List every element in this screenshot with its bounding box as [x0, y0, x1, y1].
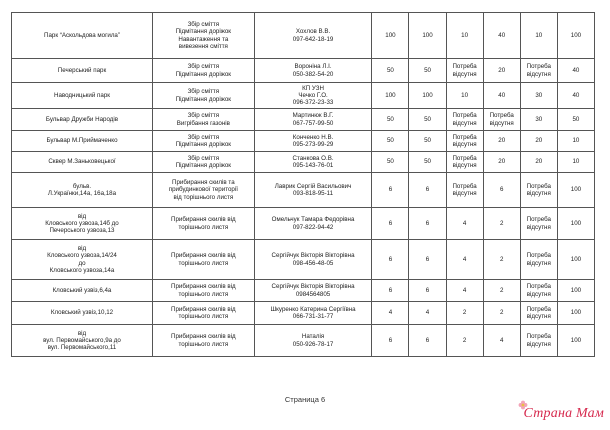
- contact-cell: Конченко Н.В. 095-273-99-29: [254, 131, 372, 152]
- value-cell: 100: [557, 173, 594, 208]
- works-cell: Збір сміття Підмітання доріжок: [152, 59, 254, 83]
- value-cell: 6: [483, 173, 520, 208]
- value-cell: Потреба відсутня: [446, 152, 483, 173]
- value-cell: Потреба відсутня: [446, 59, 483, 83]
- value-cell: 6: [409, 208, 446, 240]
- location-cell: від Кловського узвоза,14/24 до Кловського узвоза,14а: [12, 240, 153, 280]
- value-cell: 100: [557, 240, 594, 280]
- contact-cell: Омельчук Тамара Федорівна 097-822-94-42: [254, 208, 372, 240]
- contact-cell: Сергійчук Вікторія Вікторівна 098-456-48-05: [254, 240, 372, 280]
- value-cell: 2: [483, 302, 520, 325]
- location-cell: від Кловського узвоза,14б до Печерського узвоза,13: [12, 208, 153, 240]
- table-row: [12, 13, 595, 59]
- contact-cell: Мартинюк В.Г. 067-757-99-50: [254, 109, 372, 131]
- value-cell: 6: [409, 280, 446, 302]
- value-cell: 40: [557, 59, 594, 83]
- value-cell: 10: [557, 152, 594, 173]
- table-row: [12, 59, 595, 83]
- works-cell: Прибирання скилів від торішнього листя: [152, 325, 254, 357]
- value-cell: 50: [372, 109, 409, 131]
- value-cell: 6: [409, 173, 446, 208]
- table-row: [12, 240, 595, 280]
- value-cell: 20: [483, 131, 520, 152]
- location-cell: бульв. Л.Українки,14а, 16а,18а: [12, 173, 153, 208]
- value-cell: Потреба відсутня: [446, 131, 483, 152]
- location-cell: Парк “Аскольдова могила”: [12, 13, 153, 59]
- value-cell: Потреба відсутня: [520, 173, 557, 208]
- value-cell: 6: [372, 208, 409, 240]
- works-cell: Збір сміття Підмітання доріжок: [152, 131, 254, 152]
- location-cell: Сквер М.Заньковецької: [12, 152, 153, 173]
- value-cell: 6: [372, 280, 409, 302]
- works-cell: Збір сміття Підмітання доріжок: [152, 83, 254, 109]
- works-cell: Прибирання скилів від торішнього листя: [152, 208, 254, 240]
- value-cell: 30: [520, 109, 557, 131]
- works-cell: Прибирання скилів від торішнього листя: [152, 240, 254, 280]
- value-cell: 40: [483, 13, 520, 59]
- value-cell: 2: [483, 240, 520, 280]
- location-cell: Кловський узвіз,10,12: [12, 302, 153, 325]
- works-cell: Збір сміття Підмітання доріжок Навантаження та вивезення сміття: [152, 13, 254, 59]
- value-cell: 20: [520, 131, 557, 152]
- table-row: [12, 173, 595, 208]
- table-row: [12, 208, 595, 240]
- value-cell: 100: [372, 13, 409, 59]
- value-cell: 50: [409, 152, 446, 173]
- value-cell: 100: [409, 83, 446, 109]
- location-cell: Наводницький парк: [12, 83, 153, 109]
- value-cell: Потреба відсутня: [520, 240, 557, 280]
- value-cell: Потреба відсутня: [520, 280, 557, 302]
- location-cell: Кловський узвіз,6,4а: [12, 280, 153, 302]
- value-cell: 100: [557, 280, 594, 302]
- table-row: [12, 109, 595, 131]
- value-cell: 100: [557, 325, 594, 357]
- contact-cell: Лаврик Сергій Васильович 093-818-95-11: [254, 173, 372, 208]
- value-cell: Потреба відсутня: [520, 208, 557, 240]
- value-cell: 20: [520, 152, 557, 173]
- value-cell: 2: [483, 208, 520, 240]
- contact-cell: Хохлов В.В. 097-642-18-19: [254, 13, 372, 59]
- table-row: [12, 325, 595, 357]
- value-cell: 6: [409, 240, 446, 280]
- value-cell: Потреба відсутня: [520, 302, 557, 325]
- cleanup-schedule-table: [11, 12, 595, 357]
- value-cell: 4: [483, 325, 520, 357]
- contact-cell: Наталія 050-926-78-17: [254, 325, 372, 357]
- value-cell: 2: [446, 325, 483, 357]
- value-cell: 10: [446, 83, 483, 109]
- value-cell: 100: [372, 83, 409, 109]
- table-row: [12, 131, 595, 152]
- value-cell: 6: [372, 325, 409, 357]
- location-cell: Печерський парк: [12, 59, 153, 83]
- value-cell: 50: [372, 131, 409, 152]
- location-cell: Бульвар М.Приймаченко: [12, 131, 153, 152]
- value-cell: 4: [446, 280, 483, 302]
- value-cell: 10: [520, 13, 557, 59]
- value-cell: 50: [372, 152, 409, 173]
- contact-cell: Шкуренко Катерина Сергіївна 066-731-31-77: [254, 302, 372, 325]
- value-cell: 100: [557, 13, 594, 59]
- value-cell: 100: [557, 208, 594, 240]
- table-row: [12, 152, 595, 173]
- table-row: [12, 302, 595, 325]
- value-cell: 10: [557, 131, 594, 152]
- table-row: [12, 83, 595, 109]
- value-cell: Потреба відсутня: [520, 59, 557, 83]
- value-cell: 6: [372, 173, 409, 208]
- value-cell: 6: [372, 240, 409, 280]
- value-cell: 50: [409, 131, 446, 152]
- value-cell: 30: [520, 83, 557, 109]
- works-cell: Збір сміття Вигрібання газонів: [152, 109, 254, 131]
- value-cell: 50: [409, 59, 446, 83]
- value-cell: 20: [483, 59, 520, 83]
- contact-cell: Вороніна Л.І. 050-382-54-20: [254, 59, 372, 83]
- table-body: [12, 13, 595, 357]
- value-cell: 100: [409, 13, 446, 59]
- contact-cell: Сергійчук Вікторія Вікторівна 0984564805: [254, 280, 372, 302]
- works-cell: Прибирання скилів від торішнього листя: [152, 302, 254, 325]
- location-cell: Бульвар Дружби Народів: [12, 109, 153, 131]
- watermark-logo: Страна Мам: [523, 406, 604, 421]
- page-number: Страница 6: [284, 395, 326, 404]
- value-cell: Потреба відсутня: [483, 109, 520, 131]
- value-cell: 4: [446, 208, 483, 240]
- value-cell: 6: [409, 325, 446, 357]
- table-row: [12, 280, 595, 302]
- value-cell: 10: [446, 13, 483, 59]
- value-cell: Потреба відсутня: [446, 109, 483, 131]
- value-cell: 2: [446, 302, 483, 325]
- value-cell: 20: [483, 152, 520, 173]
- value-cell: 4: [446, 240, 483, 280]
- value-cell: 50: [409, 109, 446, 131]
- location-cell: від вул. Первомайського,9а до вул. Первомайського,11: [12, 325, 153, 357]
- value-cell: Потреба відсутня: [520, 325, 557, 357]
- value-cell: 100: [557, 302, 594, 325]
- value-cell: 40: [557, 83, 594, 109]
- value-cell: 2: [483, 280, 520, 302]
- value-cell: Потреба відсутня: [446, 173, 483, 208]
- works-cell: Збір сміття Підмітання доріжок: [152, 152, 254, 173]
- value-cell: 50: [557, 109, 594, 131]
- value-cell: 4: [409, 302, 446, 325]
- contact-cell: КП УЗН Чечко Г.О. 096-372-23-33: [254, 83, 372, 109]
- works-cell: Прибирання скилів від торішнього листя: [152, 280, 254, 302]
- value-cell: 40: [483, 83, 520, 109]
- contact-cell: Станкова О.В. 095-143-76-01: [254, 152, 372, 173]
- value-cell: 50: [372, 59, 409, 83]
- value-cell: 4: [372, 302, 409, 325]
- works-cell: Прибирання скилів та прибудинкової території від торішнього листя: [152, 173, 254, 208]
